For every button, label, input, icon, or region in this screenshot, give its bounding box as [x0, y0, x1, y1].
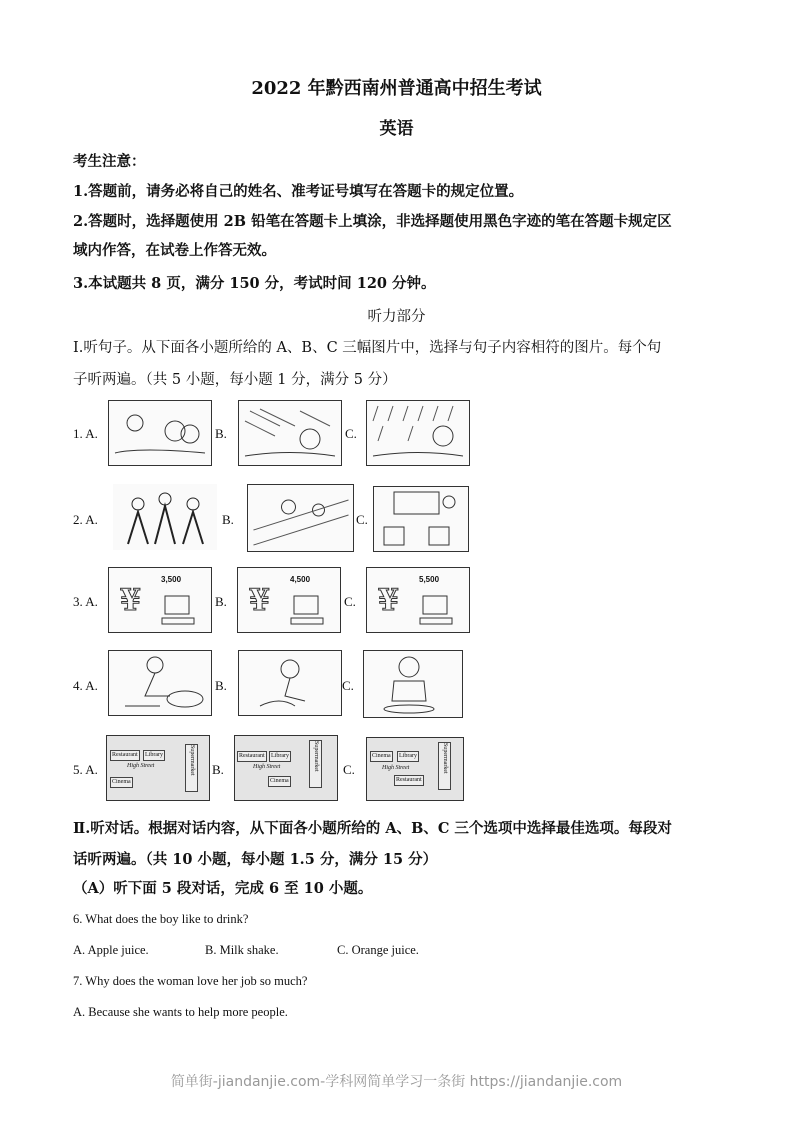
map-supermarket: Supermarket [185, 744, 198, 792]
map-a [106, 735, 210, 801]
option-label: C. [344, 594, 356, 609]
part2-sub-instructions: （A）听下面 5 段对话，完成 6 至 10 小题。 [73, 880, 373, 897]
picture-cinema [247, 484, 354, 552]
part2-instructions: 话听两遍。（共 10 小题，每小题 1.5 分，满分 15 分） [73, 851, 438, 868]
map-restaurant: Restaurant [394, 775, 424, 786]
map-cinema: Cinema [370, 751, 393, 762]
option-label: B. [215, 594, 227, 609]
picture-classroom [373, 486, 469, 552]
map-cinema: Cinema [268, 776, 291, 787]
map-library: Library [269, 751, 291, 762]
option-label: C. [356, 512, 368, 527]
picture-price-c [366, 567, 470, 633]
question-7: 7. Why does the woman love her job so much? [73, 974, 308, 988]
question-label: 1. A. [73, 426, 98, 441]
q7-option-a: A. Because she wants to help more people. [73, 1005, 288, 1019]
picture-price-a [108, 567, 212, 633]
picture-girl-washing [108, 650, 212, 716]
option-label: C. [343, 762, 355, 777]
question-6: 6. What does the boy like to drink? [73, 912, 249, 926]
subject-title: 英语 [379, 119, 414, 139]
part1-instructions: Ⅰ.听句子。从下面各小题所给的 A、B、C 三幅图片中，选择与句子内容相符的图片。每个句 [73, 340, 662, 356]
part2-instructions: Ⅱ.听对话。根据对话内容，从下面各小题所给的 A、B、C 三个选项中选择最佳选项。每段对 [73, 820, 672, 837]
option-label: B. [215, 678, 227, 693]
price-label: 4,500 [290, 575, 311, 584]
map-street: High Street [253, 764, 281, 770]
section-heading: 听力部分 [367, 309, 426, 325]
footer-watermark: 简单街-jiandanjie.com-学科网简单学习一条街 https://jiandanjie.com [170, 1074, 623, 1090]
picture-rainy [366, 400, 470, 466]
notice-item: 域内作答，在试卷上作答无效。 [73, 242, 276, 259]
part1-instructions: 子听两遍。（共 5 小题，每小题 1 分，满分 5 分） [73, 372, 397, 388]
option-label: B. [215, 426, 227, 441]
picture-boy-cleaning [238, 650, 342, 716]
map-supermarket: Supermarket [309, 740, 322, 788]
map-library: Library [143, 750, 165, 761]
map-cinema: Cinema [110, 777, 133, 788]
exam-title: 2022 年黔西南州普通高中招生考试 [251, 78, 542, 99]
svg-text:¥: ¥ [249, 583, 270, 618]
map-b [234, 735, 338, 801]
map-street: High Street [127, 763, 155, 769]
svg-text:¥: ¥ [378, 583, 399, 618]
picture-price-b [237, 567, 341, 633]
option-label: B. [222, 512, 234, 527]
map-supermarket: Supermarket [438, 742, 451, 790]
notice-item: 2.答题时，选择题使用 2B 铅笔在答题卡上填涂，非选择题使用黑色字迹的笔在答题卡规定区 [73, 213, 672, 230]
map-c [366, 737, 464, 801]
question-label: 4. A. [73, 678, 98, 693]
picture-boy-cooking [363, 650, 463, 718]
map-restaurant: Restaurant [110, 750, 140, 761]
option-label: C. [342, 678, 354, 693]
price-label: 5,500 [419, 575, 440, 584]
question-label: 2. A. [73, 512, 98, 527]
option-label: B. [212, 762, 224, 777]
question-label: 5. A. [73, 762, 98, 777]
notice-item: 3.本试题共 8 页，满分 150 分，考试时间 120 分钟。 [73, 275, 436, 292]
q6-option-a: A. Apple juice. [73, 943, 149, 957]
svg-text:¥: ¥ [120, 583, 141, 618]
map-restaurant: Restaurant [237, 751, 267, 762]
picture-band [113, 484, 217, 550]
notice-heading: 考生注意： [73, 153, 146, 170]
option-label: C. [345, 426, 357, 441]
q6-option-c: C. Orange juice. [337, 943, 419, 957]
picture-sunny [108, 400, 212, 466]
map-street: High Street [382, 765, 410, 771]
question-label: 3. A. [73, 594, 98, 609]
q6-option-b: B. Milk shake. [205, 943, 279, 957]
picture-windy-rain [238, 400, 342, 466]
map-library: Library [397, 751, 419, 762]
price-label: 3,500 [161, 575, 182, 584]
notice-item: 1.答题前，请务必将自己的姓名、准考证号填写在答题卡的规定位置。 [73, 183, 524, 200]
